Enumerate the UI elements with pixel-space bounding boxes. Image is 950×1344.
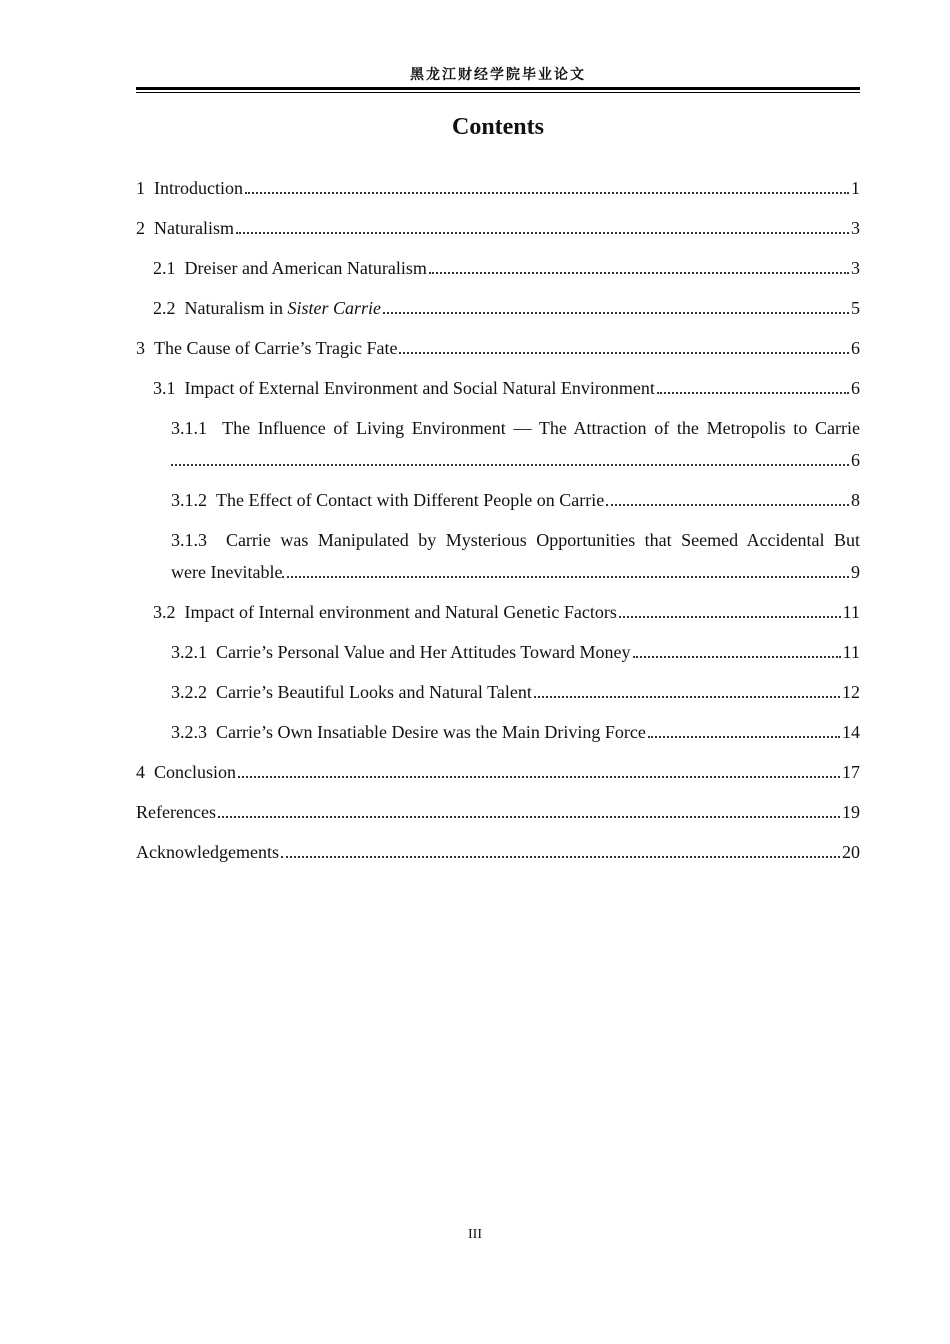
toc-entry-number: 3.2.2 <box>171 682 216 702</box>
toc-entry-living-environment[interactable] <box>136 412 860 476</box>
toc-entry-number: 3.2.1 <box>171 642 216 662</box>
toc-entry-page: 17 <box>842 762 860 782</box>
toc-title: Contents <box>451 114 544 140</box>
toc-entry-external-environment[interactable] <box>136 372 860 404</box>
toc-entry-title: References <box>136 802 216 822</box>
table-of-contents <box>136 172 860 876</box>
toc-entry-page: 6 <box>851 338 860 358</box>
toc-entry-title-italic: Sister Carrie <box>287 298 381 318</box>
toc-entry-insatiable-desire[interactable] <box>136 716 860 748</box>
dot-leader <box>657 392 849 394</box>
toc-entry-title: Acknowledgements <box>136 842 279 862</box>
toc-entry-acknowledgements[interactable] <box>136 836 860 868</box>
toc-entry-title: Conclusion <box>154 762 237 782</box>
dot-leader <box>282 576 849 578</box>
toc-entry-personal-value[interactable] <box>136 636 860 668</box>
toc-entry-number: 1 <box>136 178 154 198</box>
dot-leader <box>238 776 840 778</box>
toc-entry-page: 19 <box>842 802 860 822</box>
toc-entry-cause-of-tragic-fate[interactable] <box>136 332 860 364</box>
toc-entry-naturalism-in-sister-carrie[interactable] <box>136 292 860 324</box>
toc-entry-title: The Cause of Carrie’s Tragic Fate <box>154 338 398 358</box>
toc-entry-title: The Effect of Contact with Different People on Carrie <box>216 490 605 510</box>
dot-leader <box>171 464 849 466</box>
toc-entry-title: Dreiser and American Naturalism <box>184 258 427 278</box>
toc-entry-different-people[interactable] <box>136 484 860 516</box>
dot-leader <box>619 616 841 618</box>
toc-entry-line1 <box>171 412 860 444</box>
toc-entry-page: 6 <box>851 450 860 470</box>
toc-entry-page: 3 <box>851 258 860 278</box>
toc-entry-title: Carrie’s Own Insatiable Desire was the Main Driving Force <box>216 722 646 742</box>
dot-leader <box>648 736 840 738</box>
dot-leader <box>534 696 840 698</box>
toc-entry-title: Carrie’s Personal Value and Her Attitudes Toward Money <box>216 642 631 662</box>
header-rule-thick <box>136 87 860 90</box>
toc-entry-number: 3.1 <box>153 378 185 398</box>
toc-entry-introduction[interactable] <box>136 172 860 204</box>
toc-entry-title: Impact of External Environment and Social Natural Environment <box>184 378 655 398</box>
toc-entry-naturalism[interactable] <box>136 212 860 244</box>
toc-entry-page: 9 <box>851 562 860 582</box>
dot-leader <box>236 232 849 234</box>
toc-entry-title: Naturalism <box>154 218 234 238</box>
dot-leader <box>218 816 840 818</box>
toc-entry-page: 5 <box>851 298 860 318</box>
toc-entry-number: 4 <box>136 762 154 782</box>
toc-entry-title: Impact of Internal environment and Natural Genetic Factors <box>184 602 617 622</box>
toc-entry-title-text: Naturalism in <box>184 298 288 318</box>
toc-entry-internal-environment[interactable] <box>136 596 860 628</box>
toc-entry-line2 <box>171 444 860 476</box>
toc-entry-title <box>185 292 382 324</box>
toc-entry-number: 2 <box>136 218 154 238</box>
toc-entry-mysterious-opportunities[interactable] <box>136 524 860 588</box>
header-rule-thin <box>136 92 860 93</box>
toc-entry-conclusion[interactable] <box>136 756 860 788</box>
toc-entry-title: Carrie’s Beautiful Looks and Natural Talent <box>216 682 532 702</box>
toc-entry-title: The Influence of Living Environment — The Attraction of the Metropolis to Carrie <box>222 418 860 438</box>
toc-entry-page: 6 <box>851 378 860 398</box>
toc-entry-page: 1 <box>851 178 860 198</box>
dot-leader <box>383 312 849 314</box>
dot-leader <box>281 856 840 858</box>
toc-entry-beautiful-looks[interactable] <box>136 676 860 708</box>
toc-entry-title-cont: were Inevitable <box>171 562 283 582</box>
toc-entry-page: 20 <box>842 842 860 862</box>
toc-entry-number: 3.2.3 <box>171 722 216 742</box>
toc-entry-page: 11 <box>842 642 860 662</box>
toc-entry-references[interactable] <box>136 796 860 828</box>
dot-leader <box>633 656 841 658</box>
toc-entry-number: 3.1.3 <box>171 530 226 550</box>
toc-entry-number: 3.2 <box>153 602 185 622</box>
running-header: 黑龙江财经学院毕业论文 <box>410 67 586 83</box>
toc-entry-number: 2.2 <box>153 298 185 318</box>
toc-entry-number: 3 <box>136 338 154 358</box>
toc-entry-title: Introduction <box>154 178 243 198</box>
toc-entry-page: 8 <box>851 490 860 510</box>
toc-entry-page: 14 <box>842 722 860 742</box>
toc-entry-page: 12 <box>842 682 860 702</box>
toc-entry-page: 3 <box>851 218 860 238</box>
toc-entry-number: 2.1 <box>153 258 185 278</box>
toc-entry-number: 3.1.1 <box>171 418 223 438</box>
dot-leader <box>245 192 849 194</box>
toc-entry-dreiser[interactable] <box>136 252 860 284</box>
dot-leader <box>429 272 849 274</box>
toc-entry-page: 11 <box>842 602 860 622</box>
dot-leader <box>399 352 849 354</box>
page-number: III <box>468 1227 482 1242</box>
dot-leader <box>606 504 849 506</box>
toc-entry-title: Carrie was Manipulated by Mysterious Opportunities that Seemed Accidental But <box>225 530 860 550</box>
toc-entry-line2 <box>171 556 860 588</box>
toc-entry-line1 <box>171 524 860 556</box>
toc-entry-number: 3.1.2 <box>171 490 216 510</box>
